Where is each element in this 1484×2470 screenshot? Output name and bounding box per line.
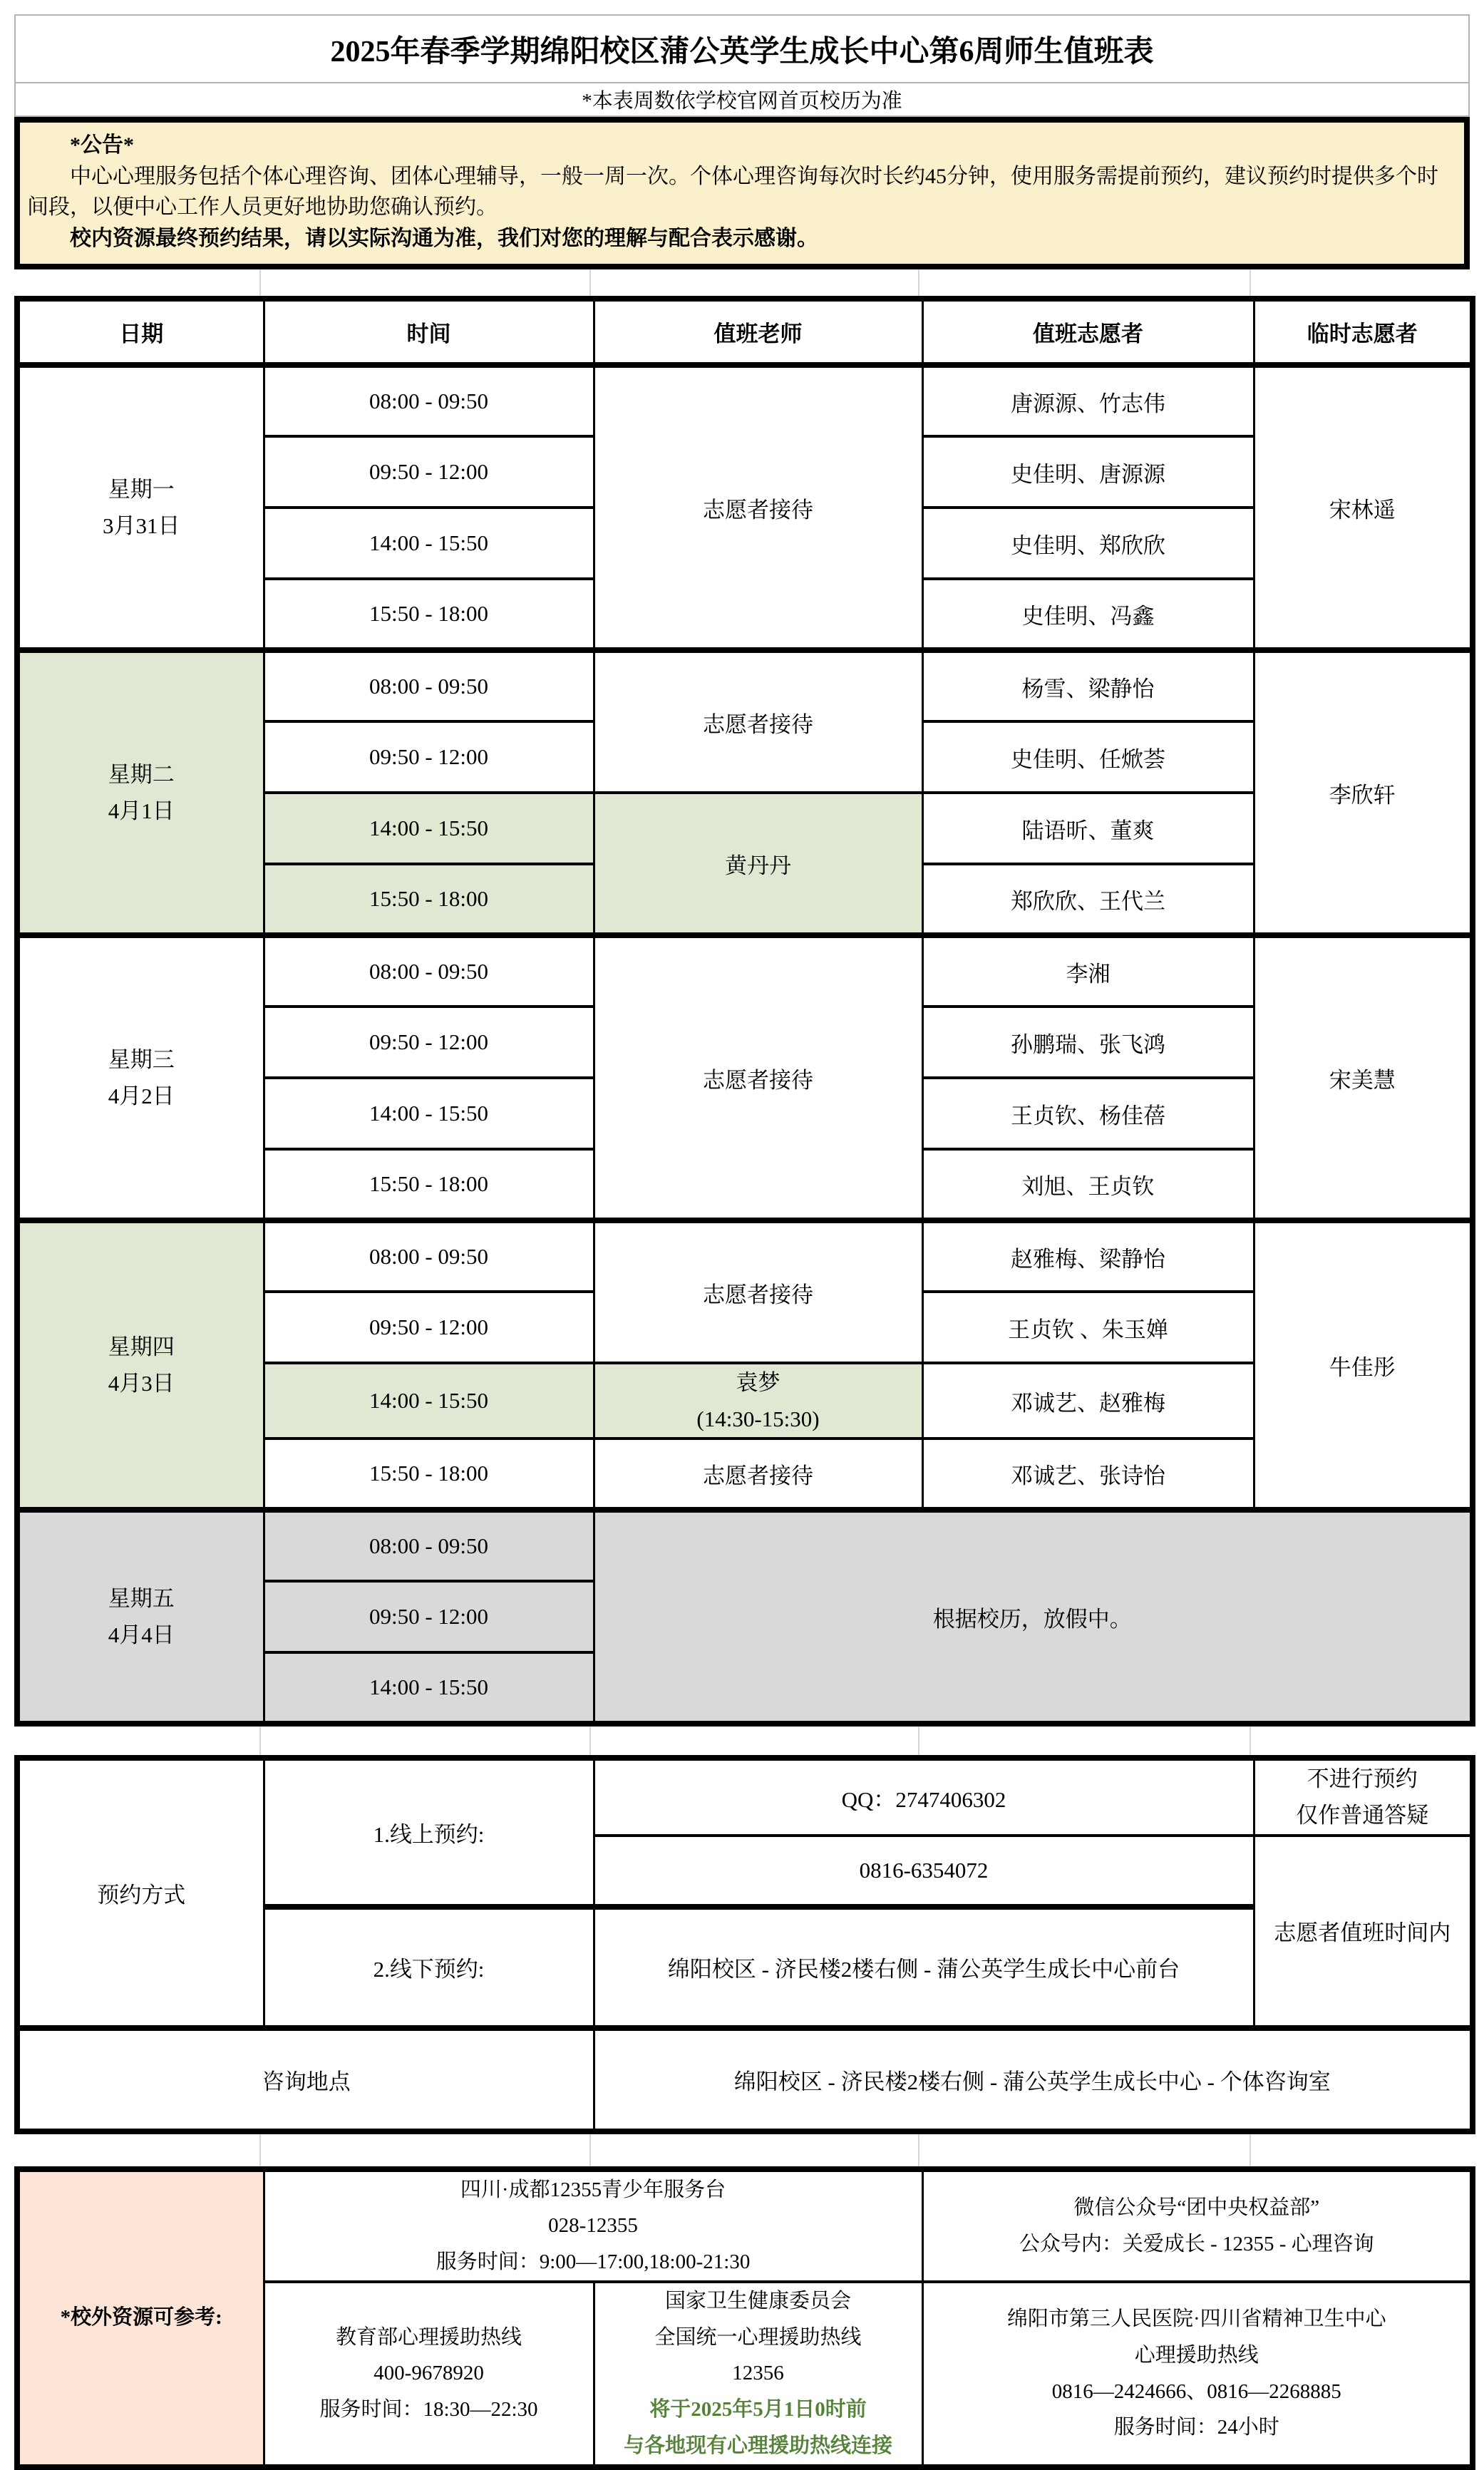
teacher-cell: 黄丹丹: [594, 793, 922, 935]
external-resources-table: [14, 2166, 1475, 2470]
teacher-cell: 志愿者接待: [594, 365, 922, 650]
time-cell: 09:50 - 12:00: [264, 1581, 594, 1652]
time-cell: 15:50 - 18:00: [264, 579, 594, 650]
chengdu-hotline-cell: 四川·成都12355青少年服务台 028-12355 服务时间：9:00—17:00,18:00-21:30: [264, 2169, 922, 2282]
duty-schedule-table: [14, 296, 1475, 1727]
volunteer-cell: 唐源源、竹志伟: [922, 365, 1254, 436]
temp-volunteer-cell: 牛佳彤: [1254, 1220, 1473, 1510]
time-cell: 14:00 - 15:50: [264, 508, 594, 579]
page-title: 2025年春季学期绵阳校区蒲公英学生成长中心第6周师生值班表: [16, 16, 1468, 83]
booking-table: [14, 1755, 1475, 2134]
col-header-date: 日期: [17, 299, 264, 365]
volunteer-cell: 史佳明、任焮荟: [922, 721, 1254, 793]
header-row: [17, 299, 1473, 365]
time-cell: 09:50 - 12:00: [264, 721, 594, 793]
online-booking-label: 1.线上预约:: [264, 1758, 594, 1906]
offline-location-cell: 绵阳校区 - 济民楼2楼右侧 - 蒲公英学生成长中心前台: [594, 1907, 1254, 2028]
day-cell-thursday: 星期四 4月3日: [17, 1220, 264, 1510]
nhc-hotline-cell: 国家卫生健康委员会 全国统一心理援助热线 12356 将于2025年5月1日0时前 与各地现有心理援助热线连接: [594, 2282, 922, 2467]
teacher-cell: 志愿者接待: [594, 935, 922, 1220]
table-row: [17, 1758, 1473, 1835]
col-header-time: 时间: [264, 299, 594, 365]
table-row: [17, 1510, 1473, 1581]
phone-contact-cell: 0816-6354072: [594, 1836, 1254, 1907]
table-row: [17, 650, 1473, 721]
page-subtitle: *本表周数依学校官网首页校历为准: [582, 90, 902, 113]
time-cell: 09:50 - 12:00: [264, 1007, 594, 1078]
time-cell: 08:00 - 09:50: [264, 935, 594, 1007]
temp-volunteer-cell: 李欣轩: [1254, 650, 1473, 935]
qq-note-cell: 不进行预约 仅作普通答疑: [1254, 1758, 1473, 1835]
temp-volunteer-cell: 宋美慧: [1254, 935, 1473, 1220]
booking-method-label: 预约方式: [17, 1758, 264, 2027]
volunteer-cell: 刘旭、王贞钦: [922, 1149, 1254, 1220]
teacher-cell: 志愿者接待: [594, 650, 922, 793]
volunteer-cell: 王贞钦 、朱玉婵: [922, 1292, 1254, 1363]
notice-paragraph-bold: 校内资源最终预约结果，请以实际沟通为准，我们对您的理解与配合表示感谢。: [70, 226, 818, 250]
volunteer-cell: 郑欣欣、王代兰: [922, 864, 1254, 935]
time-cell: 15:50 - 18:00: [264, 864, 594, 935]
teacher-cell: 志愿者接待: [594, 1220, 922, 1363]
holiday-note-cell: 根据校历，放假中。: [594, 1510, 1473, 1724]
volunteer-cell: 李湘: [922, 935, 1254, 1007]
volunteer-hours-note-cell: 志愿者值班时间内: [1254, 1836, 1473, 2028]
notice-box: [14, 117, 1470, 269]
day-cell-wednesday: 星期三 4月2日: [17, 935, 264, 1220]
time-cell: 14:00 - 15:50: [264, 1078, 594, 1149]
teacher-cell: 志愿者接待: [594, 1439, 922, 1510]
volunteer-cell: 王贞钦、杨佳蓓: [922, 1078, 1254, 1149]
table-row: [17, 2028, 1473, 2131]
notice-label: *公告*: [70, 133, 134, 157]
table-row: [17, 2169, 1473, 2282]
time-cell: 15:50 - 18:00: [264, 1149, 594, 1220]
grid-gap: [14, 1727, 1470, 1755]
table-row: [17, 935, 1473, 1007]
temp-volunteer-cell: 宋林遥: [1254, 365, 1473, 650]
volunteer-cell: 史佳明、郑欣欣: [922, 508, 1254, 579]
hospital-hotline-cell: 绵阳市第三人民医院·四川省精神卫生中心 心理援助热线 0816—2424666、0816—2268885 服务时间：24小时: [922, 2282, 1473, 2467]
title-block: [14, 14, 1470, 117]
time-cell: 15:50 - 18:00: [264, 1439, 594, 1510]
wechat-account-cell: 微信公众号“团中央权益部” 公众号内：关爱成长 - 12355 - 心理咨询: [922, 2169, 1473, 2282]
volunteer-cell: 赵雅梅、梁静怡: [922, 1220, 1254, 1292]
time-cell: 08:00 - 09:50: [264, 1220, 594, 1292]
time-cell: 14:00 - 15:50: [264, 1363, 594, 1439]
time-cell: 09:50 - 12:00: [264, 436, 594, 508]
qq-contact-cell: QQ：2747406302: [594, 1758, 1254, 1835]
table-row: [17, 1220, 1473, 1292]
table-row: [17, 365, 1473, 436]
volunteer-cell: 史佳明、冯鑫: [922, 579, 1254, 650]
volunteer-cell: 杨雪、梁静怡: [922, 650, 1254, 721]
notice-paragraph: 中心心理服务包括个体心理咨询、团体心理辅导，一般一周一次。个体心理咨询每次时长约45分钟，使用服务需提前预约，建议预约时提供多个时间段，以便中心工作人员更好地协助您确认预约。: [27, 164, 1438, 219]
day-cell-monday: 星期一 3月31日: [17, 365, 264, 650]
consult-location-value: 绵阳校区 - 济民楼2楼右侧 - 蒲公英学生成长中心 - 个体咨询室: [594, 2028, 1473, 2131]
day-cell-friday: 星期五 4月4日: [17, 1510, 264, 1724]
volunteer-cell: 邓诚艺、赵雅梅: [922, 1363, 1254, 1439]
volunteer-cell: 史佳明、唐源源: [922, 436, 1254, 508]
volunteer-cell: 孙鹏瑞、张飞鸿: [922, 1007, 1254, 1078]
time-cell: 08:00 - 09:50: [264, 650, 594, 721]
time-cell: 14:00 - 15:50: [264, 1652, 594, 1724]
volunteer-cell: 邓诚艺、张诗怡: [922, 1439, 1254, 1510]
time-cell: 08:00 - 09:50: [264, 1510, 594, 1581]
grid-gap: [14, 2134, 1470, 2166]
grid-gap: [14, 269, 1470, 296]
consult-location-label: 咨询地点: [17, 2028, 594, 2131]
time-cell: 14:00 - 15:50: [264, 793, 594, 864]
teacher-cell: 袁梦 (14:30-15:30): [594, 1363, 922, 1439]
time-cell: 08:00 - 09:50: [264, 365, 594, 436]
time-cell: 09:50 - 12:00: [264, 1292, 594, 1363]
offline-booking-label: 2.线下预约:: [264, 1907, 594, 2028]
external-resources-label: *校外资源可参考:: [17, 2169, 264, 2467]
day-cell-tuesday: 星期二 4月1日: [17, 650, 264, 935]
col-header-volunteer: 值班志愿者: [922, 299, 1254, 365]
col-header-temp-volunteer: 临时志愿者: [1254, 299, 1473, 365]
moe-hotline-cell: 教育部心理援助热线 400-9678920 服务时间：18:30—22:30: [264, 2282, 594, 2467]
volunteer-cell: 陆语昕、董爽: [922, 793, 1254, 864]
col-header-teacher: 值班老师: [594, 299, 922, 365]
